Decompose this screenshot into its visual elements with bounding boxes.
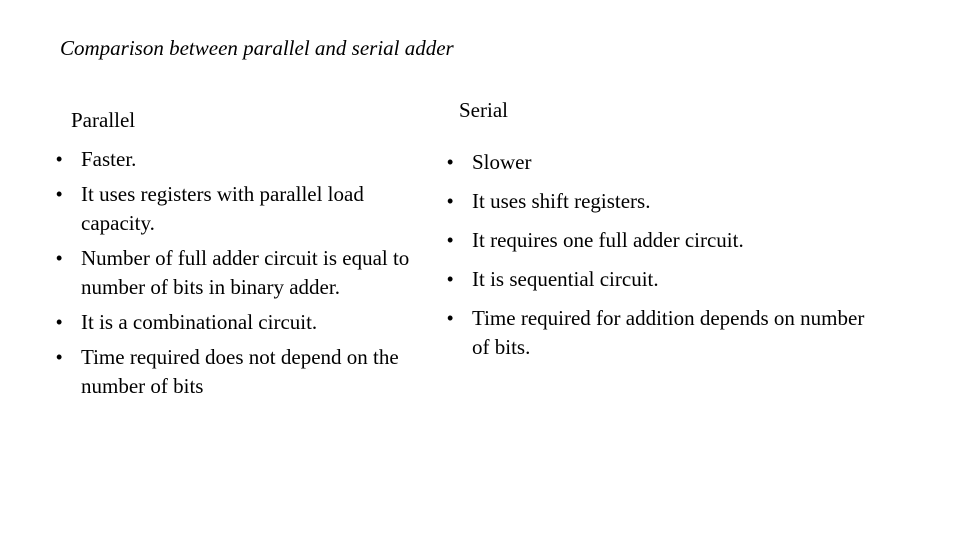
parallel-item-text: It is a combinational circuit.: [81, 310, 318, 334]
bullet-icon: •: [447, 152, 454, 172]
serial-heading: Serial: [459, 98, 508, 122]
parallel-heading: Parallel: [71, 108, 136, 132]
serial-item-text: Slower: [472, 150, 532, 174]
parallel-list: [56, 145, 436, 407]
bullet-icon: •: [56, 248, 63, 268]
bullet-icon: •: [56, 149, 63, 169]
bullet-icon: •: [56, 312, 63, 332]
list-item: [447, 265, 867, 294]
bullet-icon: •: [56, 347, 63, 367]
serial-item-text: Time required for addition depends on number of bits.: [472, 306, 865, 359]
bullet-icon: •: [447, 269, 454, 289]
bullet-icon: •: [447, 308, 454, 328]
serial-item-text: It is sequential circuit.: [472, 267, 659, 291]
serial-item-text: It uses shift registers.: [472, 189, 651, 213]
parallel-item-text: Number of full adder circuit is equal to number of bits in binary adder.: [81, 246, 410, 299]
parallel-item-text: It uses registers with parallel load capacity.: [81, 182, 364, 235]
list-item: [447, 187, 867, 216]
bullet-icon: •: [447, 191, 454, 211]
parallel-item-text: Time required does not depend on the number of bits: [81, 345, 399, 398]
list-item: [447, 304, 867, 362]
serial-item-text: It requires one full adder circuit.: [472, 228, 744, 252]
serial-list: [447, 148, 867, 372]
list-item: [447, 148, 867, 177]
list-item: [447, 226, 867, 255]
list-item: [56, 180, 436, 238]
list-item: [56, 308, 436, 337]
list-item: [56, 343, 436, 401]
parallel-item-text: Faster.: [81, 147, 137, 171]
list-item: [56, 145, 436, 174]
list-item: [56, 244, 436, 302]
slide-title: Comparison between parallel and serial adder: [60, 36, 454, 60]
bullet-icon: •: [447, 230, 454, 250]
bullet-icon: •: [56, 184, 63, 204]
